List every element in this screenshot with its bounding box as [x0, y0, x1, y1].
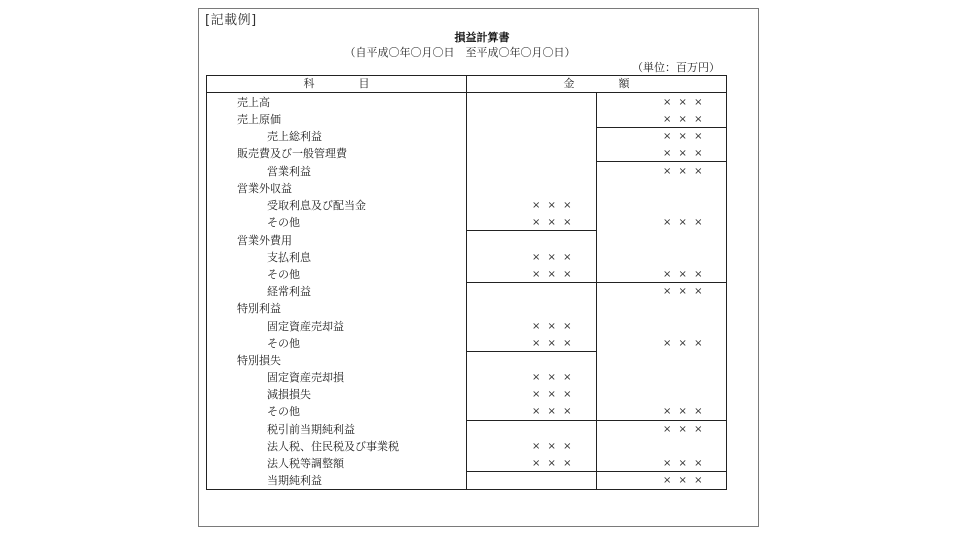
row-amount-total: × × ×	[663, 114, 705, 125]
row-name: 営業外費用	[237, 234, 292, 247]
row-amount-total: × × ×	[663, 475, 705, 486]
row-amount-sub: × × ×	[532, 269, 574, 280]
table-row	[207, 335, 726, 352]
header-amount: 金 額	[563, 77, 630, 90]
row-amount-total: × × ×	[663, 286, 705, 297]
row-amount-total: × × ×	[663, 97, 705, 108]
table-row	[207, 266, 726, 283]
row-name: 売上高	[237, 96, 270, 109]
row-amount-sub: × × ×	[532, 217, 574, 228]
row-name: 経常利益	[267, 285, 311, 298]
row-amount-sub: × × ×	[532, 458, 574, 469]
row-name: 当期純利益	[267, 474, 322, 487]
row-name: 支払利息	[267, 251, 311, 264]
table-row	[207, 300, 726, 317]
row-name: その他	[267, 405, 300, 418]
table-row	[207, 438, 726, 455]
row-amount-total: × × ×	[663, 166, 705, 177]
table-row	[207, 421, 726, 438]
income-statement-table	[206, 75, 727, 490]
row-amount-total: × × ×	[663, 269, 705, 280]
row-name: その他	[267, 268, 300, 281]
table-row	[207, 232, 726, 249]
row-name: 売上原価	[237, 113, 281, 126]
row-name: 受取利息及び配当金	[267, 199, 366, 212]
row-amount-total: × × ×	[663, 338, 705, 349]
document-title	[0, 29, 960, 45]
unit-label: （単位：百万円）	[632, 61, 720, 74]
table-row	[207, 128, 726, 145]
row-name: 特別損失	[237, 354, 281, 367]
example-label: [記載例]	[205, 13, 257, 28]
row-name: 固定資産売却益	[267, 320, 344, 333]
row-name: 営業利益	[267, 165, 311, 178]
table-row	[207, 249, 726, 266]
row-name: 特別利益	[237, 302, 281, 315]
row-amount-sub: × × ×	[532, 389, 574, 400]
document-title-text: 損益計算書	[454, 31, 510, 44]
document-period	[0, 44, 960, 60]
table-row	[207, 403, 726, 420]
row-amount-sub: × × ×	[532, 338, 574, 349]
row-amount-total: × × ×	[663, 131, 705, 142]
row-amount-sub: × × ×	[532, 372, 574, 383]
table-row	[207, 472, 726, 489]
table-row	[207, 94, 726, 111]
row-amount-sub: × × ×	[532, 321, 574, 332]
row-name: その他	[267, 216, 300, 229]
table-row	[207, 180, 726, 197]
row-name: 法人税、住民税及び事業税	[267, 440, 399, 453]
row-amount-total: × × ×	[663, 458, 705, 469]
table-header	[207, 76, 726, 93]
row-name: 税引前当期純利益	[267, 423, 355, 436]
header-subject: 科 目	[207, 76, 467, 92]
row-name: 売上総利益	[267, 130, 322, 143]
row-name: 法人税等調整額	[267, 457, 344, 470]
table-row	[207, 163, 726, 180]
table-row	[207, 145, 726, 162]
table-row	[207, 369, 726, 386]
table-row	[207, 283, 726, 300]
row-amount-sub: × × ×	[532, 406, 574, 417]
document-period-text: （自平成〇年〇月〇日 至平成〇年〇月〇日）	[344, 46, 576, 59]
row-name: その他	[267, 337, 300, 350]
row-amount-total: × × ×	[663, 148, 705, 159]
row-amount-total: × × ×	[663, 217, 705, 228]
row-amount-total: × × ×	[663, 406, 705, 417]
row-name: 減損損失	[267, 388, 311, 401]
table-row	[207, 214, 726, 231]
table-row	[207, 386, 726, 403]
row-name: 営業外収益	[237, 182, 292, 195]
row-amount-sub: × × ×	[532, 252, 574, 263]
row-amount-sub: × × ×	[532, 441, 574, 452]
row-name: 販売費及び一般管理費	[237, 147, 347, 160]
table-row	[207, 197, 726, 214]
table-row	[207, 352, 726, 369]
row-amount-sub: × × ×	[532, 200, 574, 211]
row-amount-total: × × ×	[663, 424, 705, 435]
table-row	[207, 111, 726, 128]
table-row	[207, 318, 726, 335]
table-row	[207, 455, 726, 472]
row-name: 固定資産売却損	[267, 371, 344, 384]
